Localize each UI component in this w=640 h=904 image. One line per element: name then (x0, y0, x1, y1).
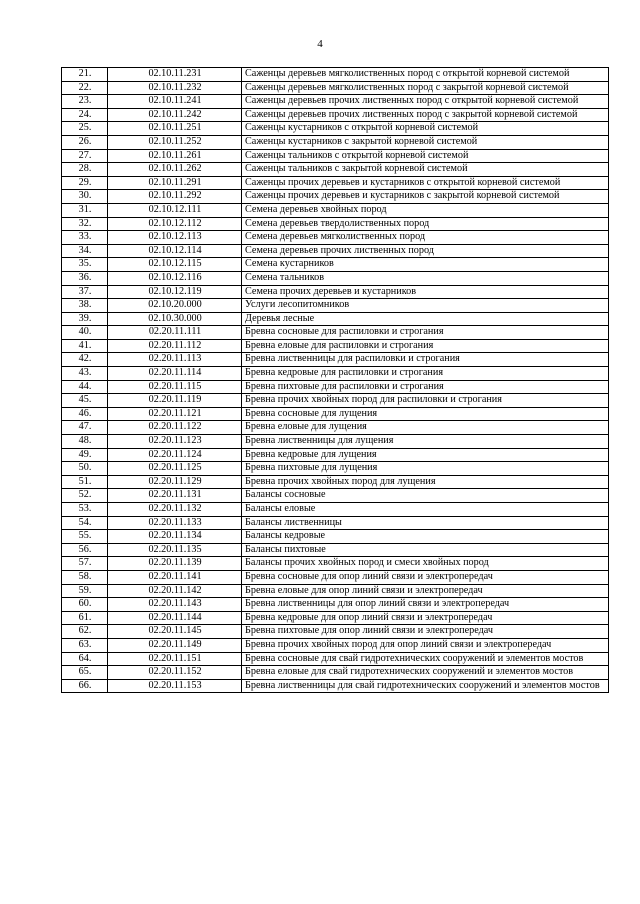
code-cell: 02.20.11.141 (108, 570, 242, 584)
row-number-cell: 39. (62, 312, 108, 326)
name-cell: Бревна кедровые для лущения (242, 448, 609, 462)
name-cell: Саженцы деревьев мягколиственных пород с закрытой корневой системой (242, 81, 609, 95)
code-cell: 02.10.12.119 (108, 285, 242, 299)
table-row (62, 584, 609, 598)
name-cell: Саженцы деревьев прочих лиственных пород с открытой корневой системой (242, 95, 609, 109)
table-row (62, 258, 609, 272)
code-cell: 02.20.11.142 (108, 584, 242, 598)
name-cell: Бревна еловые для свай гидротехнических сооружений и элементов мостов (242, 666, 609, 680)
name-cell: Деревья лесные (242, 312, 609, 326)
code-cell: 02.20.11.113 (108, 353, 242, 367)
code-cell: 02.20.11.124 (108, 448, 242, 462)
table-row (62, 421, 609, 435)
table-row (62, 339, 609, 353)
row-number-cell: 41. (62, 339, 108, 353)
code-cell: 02.10.11.252 (108, 135, 242, 149)
table-row (62, 448, 609, 462)
name-cell: Бревна лиственницы для опор линий связи и электропередач (242, 598, 609, 612)
table-row (62, 244, 609, 258)
row-number-cell: 44. (62, 380, 108, 394)
table-row (62, 625, 609, 639)
code-cell: 02.10.12.116 (108, 271, 242, 285)
name-cell: Бревна лиственницы для свай гидротехнических сооружений и элементов мостов (242, 679, 609, 693)
code-cell: 02.10.11.292 (108, 190, 242, 204)
table-row (62, 312, 609, 326)
table-row (62, 679, 609, 693)
row-number-cell: 27. (62, 149, 108, 163)
table-row (62, 611, 609, 625)
name-cell: Семена деревьев хвойных пород (242, 203, 609, 217)
table-row (62, 570, 609, 584)
row-number-cell: 65. (62, 666, 108, 680)
code-cell: 02.20.11.119 (108, 394, 242, 408)
row-number-cell: 62. (62, 625, 108, 639)
table-row (62, 530, 609, 544)
name-cell: Семена кустарников (242, 258, 609, 272)
row-number-cell: 23. (62, 95, 108, 109)
table-row (62, 598, 609, 612)
name-cell: Балансы лиственницы (242, 516, 609, 530)
code-cell: 02.20.11.122 (108, 421, 242, 435)
row-number-cell: 46. (62, 407, 108, 421)
row-number-cell: 64. (62, 652, 108, 666)
table-row (62, 122, 609, 136)
name-cell: Бревна прочих хвойных пород для опор линий связи и электропередач (242, 638, 609, 652)
code-cell: 02.10.11.241 (108, 95, 242, 109)
table-body (62, 68, 609, 693)
row-number-cell: 58. (62, 570, 108, 584)
table-row (62, 81, 609, 95)
name-cell: Бревна пихтовые для лущения (242, 462, 609, 476)
table-row (62, 462, 609, 476)
name-cell: Бревна сосновые для распиловки и строгания (242, 326, 609, 340)
table-row (62, 326, 609, 340)
row-number-cell: 57. (62, 557, 108, 571)
row-number-cell: 34. (62, 244, 108, 258)
code-cell: 02.20.11.149 (108, 638, 242, 652)
row-number-cell: 28. (62, 163, 108, 177)
name-cell: Семена деревьев прочих лиственных пород (242, 244, 609, 258)
name-cell: Бревна кедровые для опор линий связи и электропередач (242, 611, 609, 625)
code-cell: 02.20.11.125 (108, 462, 242, 476)
code-cell: 02.20.11.123 (108, 435, 242, 449)
row-number-cell: 35. (62, 258, 108, 272)
table-row (62, 353, 609, 367)
table-row (62, 489, 609, 503)
code-cell: 02.20.11.139 (108, 557, 242, 571)
table-row (62, 176, 609, 190)
name-cell: Саженцы деревьев прочих лиственных пород с закрытой корневой системой (242, 108, 609, 122)
name-cell: Бревна пихтовые для распиловки и строгания (242, 380, 609, 394)
table-row (62, 503, 609, 517)
row-number-cell: 63. (62, 638, 108, 652)
row-number-cell: 21. (62, 68, 108, 82)
table-row (62, 367, 609, 381)
row-number-cell: 40. (62, 326, 108, 340)
name-cell: Балансы пихтовые (242, 543, 609, 557)
code-cell: 02.10.12.111 (108, 203, 242, 217)
name-cell: Балансы кедровые (242, 530, 609, 544)
row-number-cell: 33. (62, 231, 108, 245)
name-cell: Бревна лиственницы для лущения (242, 435, 609, 449)
name-cell: Саженцы деревьев мягколиственных пород с открытой корневой системой (242, 68, 609, 82)
code-cell: 02.20.11.112 (108, 339, 242, 353)
name-cell: Саженцы тальников с закрытой корневой системой (242, 163, 609, 177)
code-cell: 02.20.11.151 (108, 652, 242, 666)
name-cell: Саженцы кустарников с открытой корневой системой (242, 122, 609, 136)
name-cell: Балансы прочих хвойных пород и смеси хвойных пород (242, 557, 609, 571)
row-number-cell: 49. (62, 448, 108, 462)
table-row (62, 149, 609, 163)
row-number-cell: 48. (62, 435, 108, 449)
code-cell: 02.10.12.113 (108, 231, 242, 245)
classification-table (61, 67, 609, 693)
table-row (62, 394, 609, 408)
row-number-cell: 26. (62, 135, 108, 149)
row-number-cell: 59. (62, 584, 108, 598)
table-row (62, 190, 609, 204)
table-row (62, 135, 609, 149)
code-cell: 02.20.11.135 (108, 543, 242, 557)
row-number-cell: 45. (62, 394, 108, 408)
row-number-cell: 38. (62, 299, 108, 313)
name-cell: Бревна сосновые для лущения (242, 407, 609, 421)
row-number-cell: 42. (62, 353, 108, 367)
table-row (62, 557, 609, 571)
code-cell: 02.10.20.000 (108, 299, 242, 313)
code-cell: 02.10.11.242 (108, 108, 242, 122)
row-number-cell: 25. (62, 122, 108, 136)
row-number-cell: 56. (62, 543, 108, 557)
table-row (62, 203, 609, 217)
code-cell: 02.10.11.232 (108, 81, 242, 95)
row-number-cell: 29. (62, 176, 108, 190)
row-number-cell: 37. (62, 285, 108, 299)
name-cell: Бревна пихтовые для опор линий связи и электропередач (242, 625, 609, 639)
code-cell: 02.10.11.291 (108, 176, 242, 190)
code-cell: 02.20.11.134 (108, 530, 242, 544)
name-cell: Бревна сосновые для свай гидротехнических сооружений и элементов мостов (242, 652, 609, 666)
row-number-cell: 24. (62, 108, 108, 122)
code-cell: 02.20.11.132 (108, 503, 242, 517)
name-cell: Бревна лиственницы для распиловки и строгания (242, 353, 609, 367)
name-cell: Бревна прочих хвойных пород для распиловки и строгания (242, 394, 609, 408)
table-row (62, 543, 609, 557)
row-number-cell: 52. (62, 489, 108, 503)
row-number-cell: 50. (62, 462, 108, 476)
code-cell: 02.20.11.144 (108, 611, 242, 625)
name-cell: Семена прочих деревьев и кустарников (242, 285, 609, 299)
name-cell: Бревна сосновые для опор линий связи и электропередач (242, 570, 609, 584)
table-row (62, 217, 609, 231)
name-cell: Бревна еловые для опор линий связи и электропередач (242, 584, 609, 598)
code-cell: 02.20.11.121 (108, 407, 242, 421)
name-cell: Балансы сосновые (242, 489, 609, 503)
name-cell: Саженцы кустарников с закрытой корневой системой (242, 135, 609, 149)
code-cell: 02.10.12.114 (108, 244, 242, 258)
row-number-cell: 22. (62, 81, 108, 95)
row-number-cell: 60. (62, 598, 108, 612)
table-row (62, 652, 609, 666)
code-cell: 02.20.11.145 (108, 625, 242, 639)
row-number-cell: 36. (62, 271, 108, 285)
table-row (62, 516, 609, 530)
code-cell: 02.20.11.129 (108, 475, 242, 489)
table-row (62, 108, 609, 122)
name-cell: Услуги лесопитомников (242, 299, 609, 313)
name-cell: Саженцы прочих деревьев и кустарников с открытой корневой системой (242, 176, 609, 190)
row-number-cell: 51. (62, 475, 108, 489)
code-cell: 02.20.11.115 (108, 380, 242, 394)
code-cell: 02.20.11.143 (108, 598, 242, 612)
row-number-cell: 30. (62, 190, 108, 204)
name-cell: Бревна кедровые для распиловки и строгания (242, 367, 609, 381)
row-number-cell: 31. (62, 203, 108, 217)
code-cell: 02.10.11.262 (108, 163, 242, 177)
table-row (62, 163, 609, 177)
table-row (62, 407, 609, 421)
row-number-cell: 66. (62, 679, 108, 693)
table-row (62, 271, 609, 285)
row-number-cell: 61. (62, 611, 108, 625)
code-cell: 02.20.11.133 (108, 516, 242, 530)
row-number-cell: 53. (62, 503, 108, 517)
row-number-cell: 47. (62, 421, 108, 435)
code-cell: 02.20.11.114 (108, 367, 242, 381)
code-cell: 02.10.11.231 (108, 68, 242, 82)
row-number-cell: 54. (62, 516, 108, 530)
code-cell: 02.10.12.112 (108, 217, 242, 231)
table-row (62, 435, 609, 449)
code-cell: 02.20.11.111 (108, 326, 242, 340)
name-cell: Семена деревьев твердолиственных пород (242, 217, 609, 231)
name-cell: Бревна прочих хвойных пород для лущения (242, 475, 609, 489)
table-row (62, 380, 609, 394)
page-number: 4 (317, 38, 323, 50)
row-number-cell: 32. (62, 217, 108, 231)
name-cell: Саженцы прочих деревьев и кустарников с закрытой корневой системой (242, 190, 609, 204)
code-cell: 02.10.11.261 (108, 149, 242, 163)
code-cell: 02.10.12.115 (108, 258, 242, 272)
code-cell: 02.20.11.153 (108, 679, 242, 693)
row-number-cell: 55. (62, 530, 108, 544)
row-number-cell: 43. (62, 367, 108, 381)
table-row (62, 638, 609, 652)
table-row (62, 68, 609, 82)
table-row (62, 299, 609, 313)
table-row (62, 231, 609, 245)
table-row (62, 95, 609, 109)
name-cell: Бревна еловые для лущения (242, 421, 609, 435)
table-row (62, 666, 609, 680)
code-cell: 02.20.11.131 (108, 489, 242, 503)
code-cell: 02.20.11.152 (108, 666, 242, 680)
name-cell: Семена тальников (242, 271, 609, 285)
name-cell: Семена деревьев мягколиственных пород (242, 231, 609, 245)
table-row (62, 285, 609, 299)
name-cell: Бревна еловые для распиловки и строгания (242, 339, 609, 353)
code-cell: 02.10.30.000 (108, 312, 242, 326)
name-cell: Балансы еловые (242, 503, 609, 517)
code-cell: 02.10.11.251 (108, 122, 242, 136)
name-cell: Саженцы тальников с открытой корневой системой (242, 149, 609, 163)
table-row (62, 475, 609, 489)
